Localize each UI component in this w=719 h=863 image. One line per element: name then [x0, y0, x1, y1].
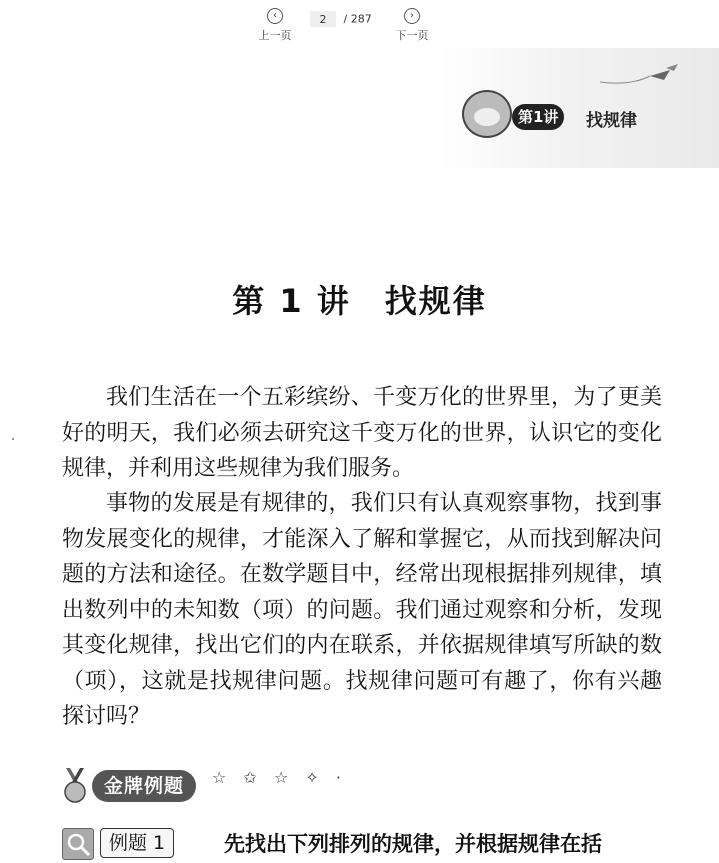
- page-number-input[interactable]: [310, 11, 336, 27]
- kite-icon: [590, 58, 680, 98]
- paragraph-rules: 事物的发展是有规律的，我们只有认真观察事物，找到事物发展变化的规律，才能深入了解和掌握它，从而找到解决问题的方法和途径。在数学题目中，经常出现根据排列规律，填出数列中的未知数（项）的问题。我们通过观察和分析，发现其变化规律，找出它们的内在联系，并依据规律填写所缺的数（项），这就是找规律问题。找规律问题可有趣了，你有兴趣探讨吗？: [62, 491, 662, 729]
- title-topic: 找规律: [384, 282, 487, 320]
- stars-icon: ☆ ✩ ☆ ✧ ·: [212, 768, 347, 787]
- chevron-right-icon: ›: [404, 8, 420, 24]
- next-page-button[interactable]: [382, 3, 442, 43]
- paragraph-intro: 我们生活在一个五彩缤纷、千变万化的世界里，为了更美好的明天，我们必须去研究这千变万化的世界，认识它的变化规律，并利用这些规律为我们服务。: [62, 385, 662, 481]
- prev-page-button[interactable]: [245, 3, 305, 43]
- chapter-banner: [440, 48, 719, 168]
- chapter-header-title: 找规律: [586, 111, 637, 131]
- page-indicator: [310, 11, 372, 27]
- prev-page-label: 上一页: [258, 29, 292, 42]
- gold-example-label: 金牌例题: [92, 770, 196, 802]
- mascot-illustration: [462, 90, 512, 138]
- example-text: 先找出下列排列的规律，并根据规律在括: [224, 832, 602, 856]
- chevron-left-icon: ‹: [267, 8, 283, 24]
- page-title: [0, 276, 719, 322]
- page-navigation: [0, 0, 719, 44]
- chapter-badge: 第1讲: [512, 104, 564, 130]
- example-label: 例题 1: [100, 828, 174, 858]
- title-lecture-number: 第 1 讲: [232, 282, 351, 320]
- scan-dot: [12, 438, 14, 440]
- magnifier-icon: [62, 828, 94, 860]
- total-pages: / 287: [343, 12, 372, 26]
- example-row: [62, 826, 719, 861]
- gold-example-header: [62, 762, 362, 810]
- medal-icon: [62, 768, 88, 804]
- next-page-label: 下一页: [395, 29, 429, 42]
